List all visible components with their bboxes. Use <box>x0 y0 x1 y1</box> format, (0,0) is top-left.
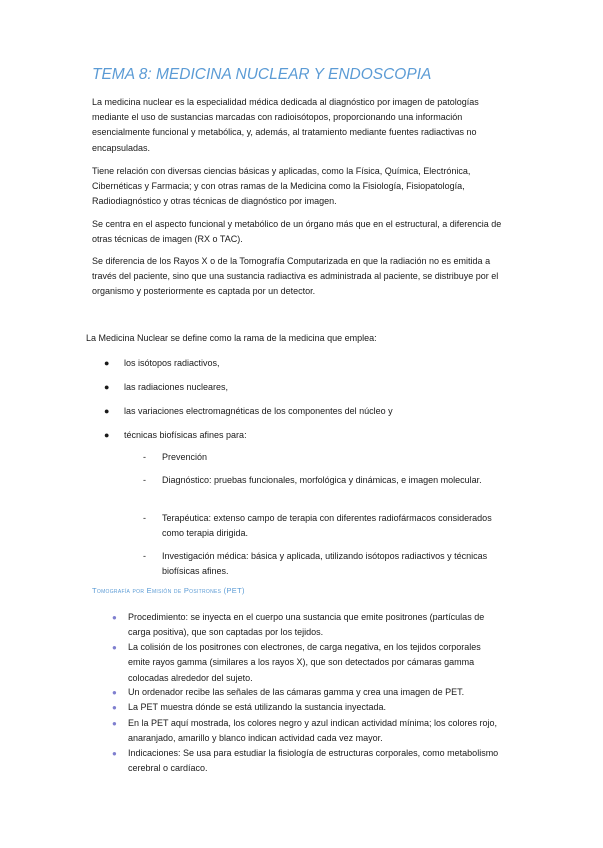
paragraph-definition: La medicina nuclear es la especialidad médica dedicada al diagnóstico por imagen de patologías mediante el uso de sustancias marcadas con radioisótopos, proporcionando una información esencialmente funcional y metabólica, y, además, al tratamiento mediante fuentes radiactivas no encapsuladas. <box>92 97 479 153</box>
sub-list-item-text: Diagnóstico: pruebas funcionales, morfológica y dinámicas, e imagen molecular. <box>162 475 482 485</box>
sub-list-item-text: Prevención <box>162 452 208 462</box>
list-item-text: las radiaciones nucleares, <box>124 382 229 392</box>
pet-list-item <box>112 700 502 715</box>
bullet-icon: ● <box>104 358 110 368</box>
bullet-icon: ● <box>112 613 117 622</box>
bullet-icon: ● <box>104 406 110 416</box>
sub-list-item <box>143 549 493 579</box>
pet-list-item <box>112 685 502 700</box>
bullet-icon: ● <box>112 749 117 758</box>
pet-list-item <box>112 746 502 777</box>
bullet-icon: ● <box>104 382 110 392</box>
bullet-icon: ● <box>104 430 110 440</box>
pet-list-item-text: Indicaciones: Se usa para estudiar la fisiología de estructuras corporales, como metabolismo cerebral o cardíaco. <box>128 748 499 774</box>
pet-list-item <box>112 640 502 686</box>
pet-list-item <box>112 716 502 747</box>
bullet-icon: ● <box>112 719 117 728</box>
section-heading: Tomografía por Emisión de Positrones (PET) <box>92 586 245 595</box>
bullet-icon: ● <box>112 703 117 712</box>
pet-list-item <box>112 610 502 641</box>
sub-list-item <box>143 511 493 541</box>
list-item-text: técnicas biofísicas afines para: <box>124 430 247 440</box>
paragraph-relations: Tiene relación con diversas ciencias básicas y aplicadas, como la Física, Química, Electrónica, Cibernéticas y Farmacia; y con otras ramas de la Medicina como la Fisiología, Fisiopatología, Radiodiagnóstico y otras técnicas de diagnóstico por imagen. <box>92 166 471 207</box>
sub-list-item <box>143 450 493 465</box>
dash-icon: - <box>143 475 146 485</box>
pet-list-item-text: Un ordenador recibe las señales de las cámaras gamma y crea una imagen de PET. <box>128 687 465 697</box>
bullet-icon: ● <box>112 688 117 697</box>
dash-icon: - <box>143 551 146 561</box>
sub-list-item-text: Investigación médica: básica y aplicada, utilizando isótopos radiactivos y técnicas biofísicas afines. <box>162 551 488 576</box>
intro-sentence: La Medicina Nuclear se define como la rama de la medicina que emplea: <box>86 333 377 343</box>
list-item-text: los isótopos radiactivos, <box>124 358 220 368</box>
sub-list-item-text: Terapéutica: extenso campo de terapia con diferentes radiofármacos considerados como terapia dirigida. <box>162 513 492 538</box>
paragraph-functional-focus: Se centra en el aspecto funcional y metabólico de un órgano más que en el estructural, a diferencia de otras técnicas de imagen (RX o TAC). <box>92 219 502 245</box>
sub-list-item <box>143 473 493 488</box>
list-item-text: las variaciones electromagnéticas de los componentes del núcleo y <box>124 406 393 416</box>
pet-list-item-text: La colisión de los positrones con electrones, de carga negativa, en los tejidos corporales emite rayos gamma (similares a los rayos X), que son detectados por cámaras gamma colocadas alrededor del sujeto. <box>128 642 481 683</box>
page-title: TEMA 8: MEDICINA NUCLEAR Y ENDOSCOPIA <box>92 66 432 83</box>
pet-list-item-text: Procedimiento: se inyecta en el cuerpo una sustancia que emite positrones (partículas de carga positiva), que son captadas por los tejidos. <box>128 612 485 638</box>
dash-icon: - <box>143 452 146 462</box>
pet-list-item-text: En la PET aquí mostrada, los colores negro y azul indican actividad mínima; los colores rojo, anaranjado, amarillo y blanco indican actividad cada vez mayor. <box>128 718 498 744</box>
dash-icon: - <box>143 513 146 523</box>
bullet-icon: ● <box>112 643 117 652</box>
pet-list-item-text: La PET muestra dónde se está utilizando la sustancia inyectada. <box>128 702 386 712</box>
paragraph-difference: Se diferencia de los Rayos X o de la Tomografía Computarizada en que la radiación no es emitida a través del paciente, sino que una sustancia radiactiva es administrada al paciente, se distribuye por el organismo y posteriormente es captada por un detector. <box>92 256 499 297</box>
